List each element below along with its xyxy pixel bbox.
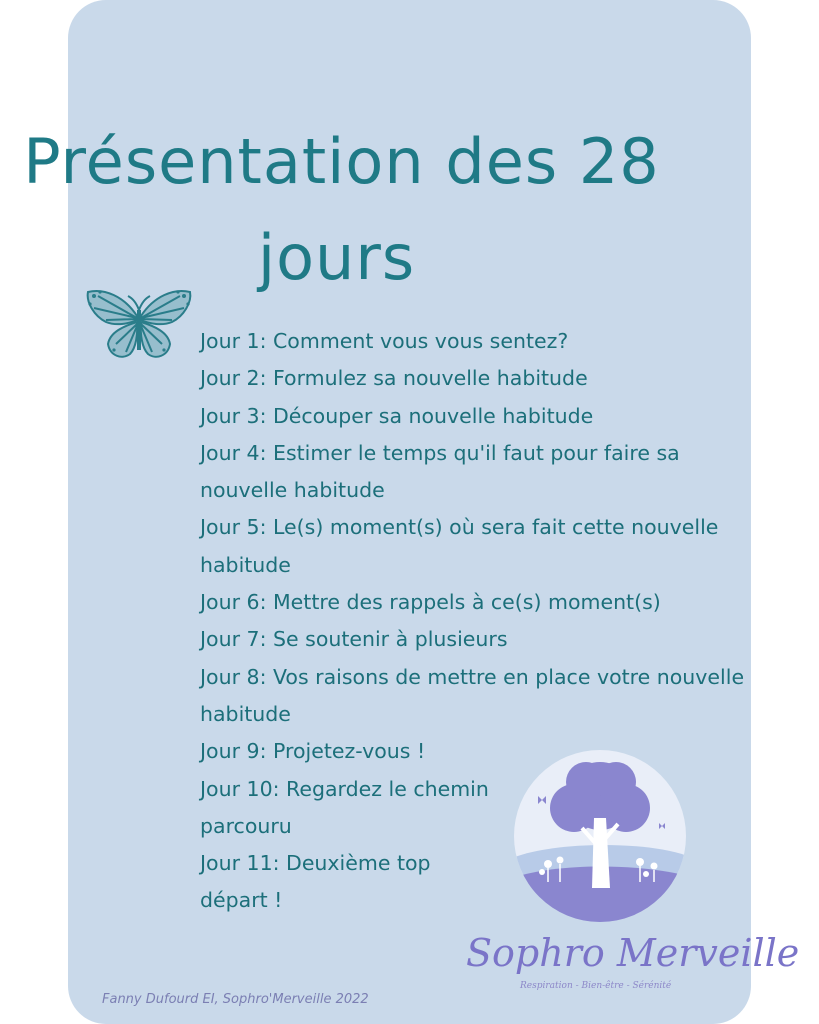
- list-item: nouvelle habitude: [200, 478, 385, 503]
- list-item: Jour 3: Découper sa nouvelle habitude: [200, 403, 594, 428]
- brand-name: Sophro Merveille: [466, 931, 800, 975]
- butterfly-icon: [84, 286, 194, 364]
- credit-text: Fanny Dufourd EI, Sophro'Merveille 2022: [102, 992, 369, 1007]
- title-line-2: jours: [257, 220, 416, 294]
- list-item: Jour 10: Regardez le chemin: [200, 776, 489, 801]
- list-item: habitude: [200, 552, 291, 577]
- list-item: parcouru: [200, 813, 292, 838]
- list-item: Jour 4: Estimer le temps qu'il faut pour faire sa: [200, 440, 680, 465]
- page-title: [0, 114, 751, 306]
- list-item: Jour 11: Deuxième top: [200, 851, 431, 876]
- list-item: Jour 9: Projetez-vous !: [200, 739, 426, 764]
- brand-tagline: Respiration - Bien-être - Sérénité: [520, 981, 672, 991]
- list-item: Jour 1: Comment vous vous sentez?: [200, 329, 569, 353]
- list-item: Jour 2: Formulez sa nouvelle habitude: [200, 366, 588, 391]
- tree-logo-icon: [512, 748, 688, 924]
- list-item: habitude: [200, 701, 291, 726]
- list-item: Jour 6: Mettre des rappels à ce(s) moment(s): [200, 590, 661, 615]
- list-item: départ !: [200, 888, 283, 913]
- list-item: Jour 7: Se soutenir à plusieurs: [200, 627, 508, 652]
- list-item: Jour 5: Le(s) moment(s) où sera fait cette nouvelle: [200, 515, 719, 540]
- list-item: Jour 8: Vos raisons de mettre en place votre nouvelle: [200, 664, 745, 689]
- title-line-1: Présentation des 28: [23, 124, 660, 198]
